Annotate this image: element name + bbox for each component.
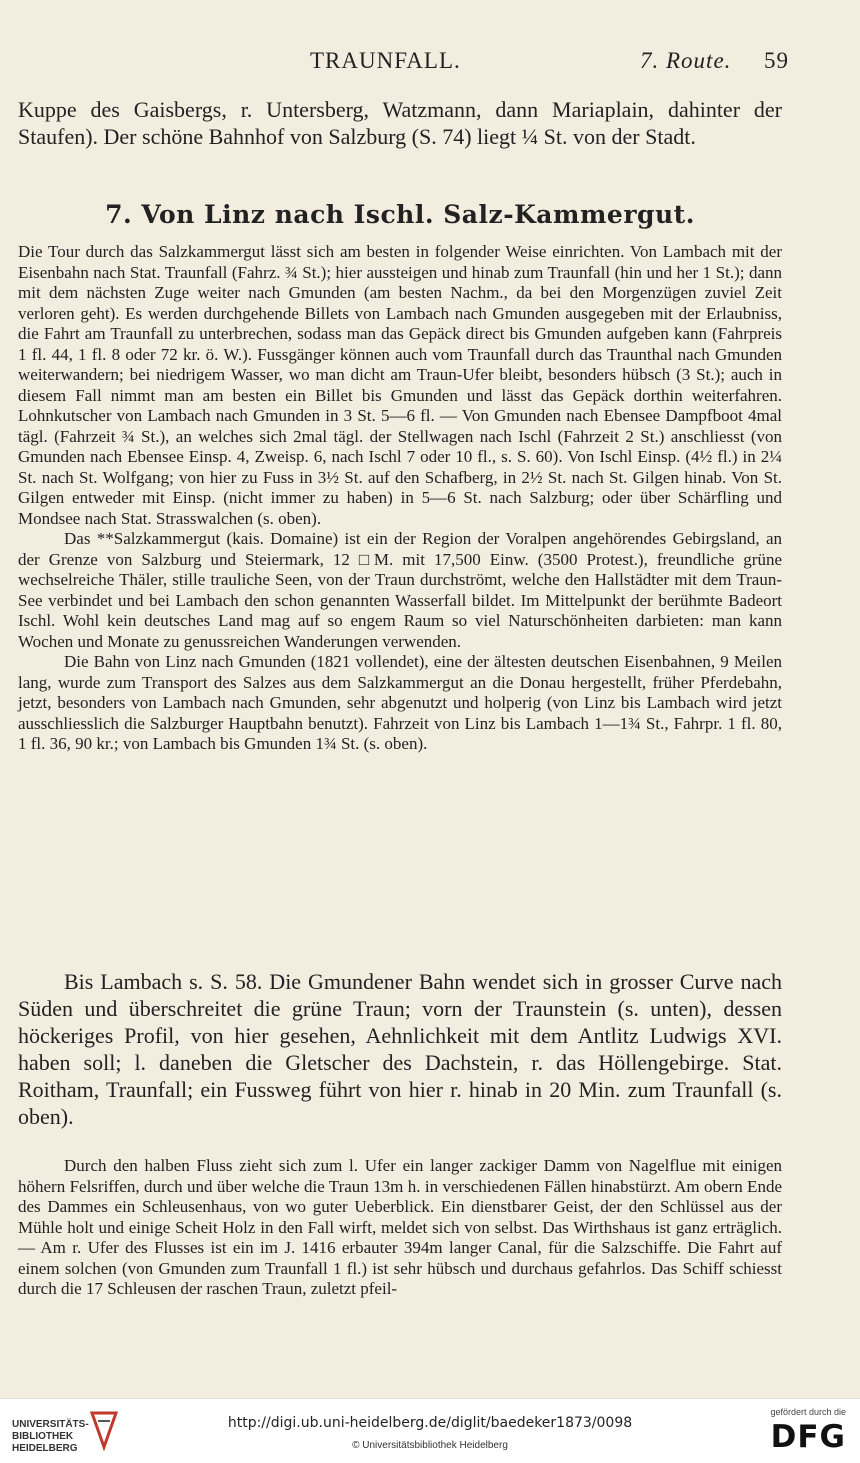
library-line-1: UNIVERSITÄTS-	[12, 1419, 89, 1430]
library-logo-text	[12, 1419, 89, 1455]
library-line-2: BIBLIOTHEK	[12, 1431, 74, 1442]
running-header	[20, 48, 789, 78]
header-route: 7. Route.	[640, 48, 732, 73]
header-title: TRAUNFALL.	[310, 48, 461, 73]
library-line-3: HEIDELBERG	[12, 1443, 78, 1454]
copyright-notice: © Universitätsbibliothek Heidelberg	[352, 1440, 508, 1451]
traunfall-paragraph	[18, 1156, 782, 1300]
para-itinerary: Die Tour durch das Salzkammergut lässt sich am besten in folgender Weise einrichten. Von Lambach mit der Eisenbahn nach Stat. Traunfall (Fahrz. ¾ St.); hier aussteigen und hinab zum Traunfall (hin und her 1 St.); dann mit dem nächsten Zuge weiter nach Gmunden (am besten Nachm., da bei den Morgenzügen zuviel Zeit verloren geht). Es werden durchgehende Billets von Lambach nach Gmunden ausgegeben mit der Erlaubniss, die Fahrt am Traunfall zu unterbrechen, sodass man das Gepäck direct bis Gmunden aufgeben kann (Fahrpreis 1 fl. 44, 1 fl. 8 oder 72 kr. ö. W.). Fussgänger können auch vom Traunfall durch das Traunthal nach Gmunden weiterwandern; bei niedrigem Wasser, wo man dicht am Traun-Ufer bleibt, besonders hübsch (3 St.); auch in diesem Fall nimmt man am besten ein Billet bis Gmunden und lässt das Gepäck dorthin weiterfahren. Lohnkutscher von Lambach nach Gmunden in 3 St. 5—6 fl. — Von Gmunden nach Ebensee Dampfboot 4mal tägl. (Fahrzeit ¾ St.), an welches sich 2mal tägl. der Stellwagen nach Ischl (Fahrzeit 2 St.) anschliesst (von Gmunden nach Ebensee Einsp. 4, Zweisp. 6, nach Ischl 7 oder 10 fl., s. S. 60). Von Ischl Einsp. (4½ fl.) in 2¼ St. nach St. Wolfgang; von hier zu Fuss in 3½ St. auf den Schafberg, in 2½ St. nach St. Gilgen hinab. Von St. Gilgen entweder mit Einsp. (nicht immer zu haben) in 5—6 St. nach Salzburg; oder über Schärfling und Mondsee nach Stat. Strasswalchen (s. oben).	[18, 242, 782, 528]
dfg-logo: DFG	[770, 1419, 846, 1455]
intro-text: Kuppe des Gaisbergs, r. Untersberg, Watzmann, dann Mariaplain, dahinter der Staufen). Der schöne Bahnhof von Salzburg (S. 74) liegt ¼ St. von der Stadt.	[18, 97, 782, 149]
para-traunfall: Durch den halben Fluss zieht sich zum l. Ufer ein langer zackiger Damm von Nagelflue mit einigen höhern Felsriffen, durch und über welche die Traun 13m h. in verschiedenen Fällen hinabstürzt. Am obern Ende des Dammes ein Schleusenhaus, von wo guter Ueberblick. Ein dienstbarer Geist, der den Schlüssel aus der Mühle holt und einige Scheit Holz in den Fall wirft, meldet sich von selbst. Das Wirthshaus ist ganz erträglich. — Am r. Ufer des Flusses ist ein im J. 1416 erbauter 394m langer Canal, für die Salzschiffe. Die Fahrt auf einem solchen (von Gmunden zum Traunfall 1 fl.) ist sehr hübsch und durchaus gefahrlos. Das Schiff schiesst durch die 17 Schleusen der raschen Traun, zuletzt pfeil-	[18, 1156, 782, 1298]
itinerary-paragraph	[18, 242, 782, 755]
section-heading: 7. Von Linz nach Ischl. Salz-Kammergut.	[105, 200, 695, 229]
route-paragraph	[18, 968, 782, 1130]
page-number: 59	[764, 48, 789, 73]
para-salzkammergut: Das **Salzkammergut (kais. Domaine) ist ein der Region der Voralpen angehörendes Gebirgsland, an der Grenze von Salzburg und Steiermark, 12 □M. mit 17,500 Einw. (3500 Protest.), freundliche grüne wechselreiche Thäler, stille trauliche Seen, von der Traun durchströmt, welche den Hallstädter mit dem Traun-See verbindet und bei Lambach den schon genannten Wasserfall bildet. Im Mittelpunkt der berühmte Badeort Ischl. Wohl kein deutsches Land mag auf so engem Raum so viel Naturschönheiten darbieten: man kann Wochen und Monate zu genussreichen Wanderungen verwenden.	[18, 529, 782, 651]
library-logo-icon	[88, 1409, 120, 1451]
para-route: Bis Lambach s. S. 58. Die Gmundener Bahn wendet sich in grosser Curve nach Süden und überschreitet die grüne Traun; vorn der Traunstein (s. unten), dessen höckeriges Profil, von hier gesehen, Aehnlichkeit mit dem Antlitz Ludwigs XVI. haben soll; l. daneben die Gletscher des Dachstein, r. das Höllengebirge. Stat. Roitham, Traunfall; ein Fussweg führt von hier r. hinab in 20 Min. zum Traunfall (s. oben).	[18, 969, 782, 1129]
intro-paragraph	[18, 96, 782, 150]
digitization-footer	[0, 1398, 860, 1463]
funded-by-label: gefördert durch die	[770, 1407, 846, 1417]
para-railway: Die Bahn von Linz nach Gmunden (1821 vollendet), eine der ältesten deutschen Eisenbahnen, 9 Meilen lang, wurde zum Transport des Salzes aus dem Salzkammergut an die Donau hergestellt, früher Pferdebahn, jetzt, besonders von Lambach nach Gmunden, sehr abgenutzt und holperig (von Linz bis Lambach wird jetzt ausschliesslich die Salzburger Hauptbahn benutzt). Fahrzeit von Linz bis Lambach 1—1¾ St., Fahrpr. 1 fl. 80, 1 fl. 36, 90 kr.; von Lambach bis Gmunden 1¾ St. (s. oben).	[18, 652, 782, 753]
permalink[interactable]: http://digi.ub.uni-heidelberg.de/diglit/baedeker1873/0098	[227, 1415, 633, 1431]
